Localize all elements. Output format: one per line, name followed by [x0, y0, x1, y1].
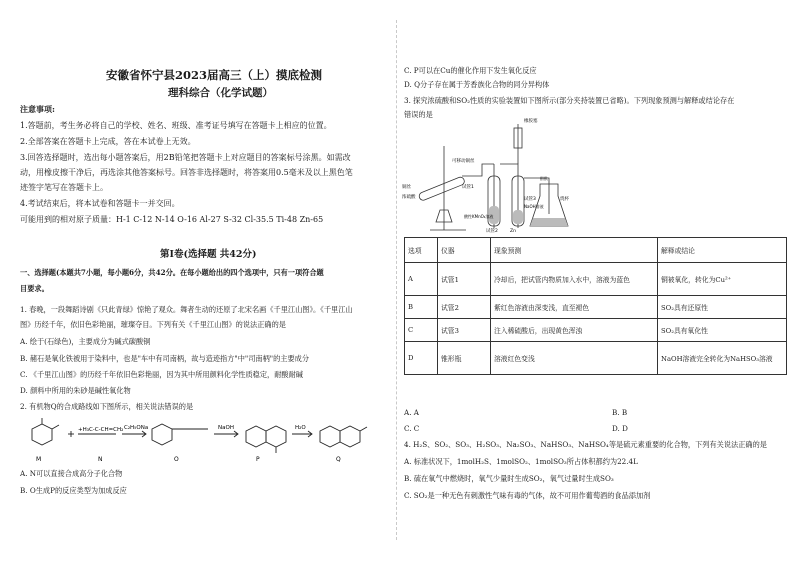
- reagent-naoh: NaOH: [218, 425, 234, 431]
- th-phenomenon: 现象预测: [491, 238, 658, 263]
- q1-stem: 图》历经千年，依旧色彩艳丽，璀璨夺目。下列有关《千里江山图》的说法正确的是: [20, 320, 286, 329]
- table-row: [405, 319, 787, 342]
- svg-text:浓硫酸: 浓硫酸: [402, 195, 416, 200]
- th-option: 选项: [405, 238, 438, 263]
- part1-heading: 第Ⅰ卷(选择题 共42分): [160, 249, 257, 260]
- apparatus-diagram: [400, 118, 580, 234]
- note-line: 3.回答选择题时，选出每小题答案后，用2B铅笔把答题卡上对应题目的答案标号涂黑。如需改: [20, 153, 351, 162]
- cell: 铜被氧化，转化为Cu²⁺: [658, 263, 787, 296]
- cell: 试管1: [438, 263, 491, 296]
- cell: 溶液红色变浅: [491, 342, 658, 375]
- th-instrument: 仪器: [438, 238, 491, 263]
- q4-option-b: B. 硫在氧气中燃烧时，氧气少量时生成SO₂，氧气过量时生成SO₃: [404, 474, 614, 483]
- svg-text:酸性KMnO₄溶液: 酸性KMnO₄溶液: [464, 214, 494, 219]
- cell: B: [405, 296, 438, 319]
- page-title: 安徽省怀宁县2023届高三（上）摸底检测: [106, 68, 323, 82]
- note-line: 2.全部答案在答题卡上完成，答在本试卷上无效。: [20, 137, 196, 146]
- atomic-mass-line: 可能用到的相对原子质量：H-1 C-12 N-14 O-16 Al-27 S-32 Cl-35.5 Ti-48 Zn-65: [20, 215, 324, 224]
- notes-heading: 注意事项:: [20, 104, 55, 114]
- answer-a: A. A: [404, 408, 419, 417]
- note-line: 1.答题前，考生务必将自己的学校、姓名、班级、准考证号填写在答题卡上相应的位置。: [20, 121, 332, 130]
- answer-b: B. B: [612, 408, 628, 417]
- table-row: [405, 342, 787, 375]
- cell: SO₂具有氧化性: [658, 319, 787, 342]
- cell: 试管3: [438, 319, 491, 342]
- svg-text:橡胶塞: 橡胶塞: [524, 119, 538, 124]
- svg-text:试管3: 试管3: [524, 197, 536, 202]
- cell: D: [405, 342, 438, 375]
- cell: NaOH溶液完全转化为NaHSO₃溶液: [658, 342, 787, 375]
- svg-text:酚酞: 酚酞: [540, 176, 548, 181]
- reagent-c2h5ona: C₂H₅ONa: [124, 425, 149, 431]
- label-p: P: [256, 456, 260, 463]
- th-conclusion: 解释或结论: [658, 238, 787, 263]
- label-m: M: [36, 456, 42, 463]
- svg-text:试管2: 试管2: [486, 229, 498, 234]
- svg-text:+H₃C-C-CH=CH₂: +H₃C-C-CH=CH₂: [78, 427, 124, 433]
- q1-option-a: A. 绘于(石绿色)，主要成分为碱式碳酸铜: [20, 337, 151, 346]
- svg-text:试管1: 试管1: [462, 185, 474, 190]
- q1-option-d: D. 颜料中所用的朱砂是碱性氧化物: [20, 386, 131, 395]
- svg-text:烧杯: 烧杯: [560, 197, 569, 202]
- cell: C: [405, 319, 438, 342]
- ring-m: [32, 424, 52, 445]
- page-subtitle: 理科综合（化学试题）: [168, 87, 273, 99]
- cell: 注入稀硫酸后，出现黄色浑浊: [491, 319, 658, 342]
- q3-stem: 3. 探究浓硫酸和SO₂性质的实验装置如下图所示(部分夹持装置已省略)。下列现象预测与解释或结论存在: [404, 96, 735, 105]
- cell: 冷却后，把试管内物质加入水中，溶液为蓝色: [491, 263, 658, 296]
- note-line: 动，用橡皮擦干净后，再选涂其他答案标号。回答非选择题时，将答案用0.5毫米及以上黑色笔: [20, 168, 353, 177]
- q2-option-c: C. P可以在Cu的催化作用下发生氧化反应: [404, 66, 537, 75]
- label-n: N: [98, 456, 103, 463]
- answer-c: C. C: [404, 424, 420, 433]
- section1-line: 一、选择题(本题共7小题，每小题6分，共42分。在每小题给出的四个选项中，只有一项符合题: [20, 268, 324, 277]
- q2-option-d: D. Q分子存在属于芳香族化合物的同分异构体: [404, 80, 550, 89]
- q1-option-c: C. 《千里江山图》的历经千年依旧色彩艳丽，因为其中所用颜料化学性质稳定，耐酸耐碱: [20, 370, 303, 379]
- test-tube-1: [418, 176, 466, 201]
- svg-text:铜丝: 铜丝: [402, 185, 411, 190]
- table-row: [405, 263, 787, 296]
- experiment-table: [404, 237, 787, 375]
- svg-text:可移动铜丝: 可移动铜丝: [452, 159, 475, 164]
- q3-stem: 错误的是: [404, 110, 433, 119]
- table-row: [405, 296, 787, 319]
- note-line: 4.考试结束后，将本试卷和答题卡一并交回。: [20, 199, 180, 208]
- synthesis-route-diagram: [18, 415, 393, 463]
- answer-d: D. D: [612, 424, 628, 433]
- q2-option-b: B. O生成P的反应类型为加成反应: [20, 486, 127, 495]
- q4-stem: 4. H₂S、SO₂、SO₃、H₂SO₃、Na₂SO₃、NaHSO₃、NaHSO₄等是硫元素重要的化合物，下列有关说法正确的是: [404, 440, 767, 449]
- note-line: 迹签字笔写在答题卡上。: [20, 183, 108, 192]
- label-o: O: [174, 456, 179, 463]
- q2-option-a: A. N可以直接合成高分子化合物: [20, 469, 123, 478]
- label-q: Q: [336, 456, 341, 463]
- q2-stem: 2. 有机物Q的合成路线如下图所示，相关说法错误的是: [20, 402, 194, 411]
- cell: A: [405, 263, 438, 296]
- svg-text:Zn: Zn: [510, 229, 516, 234]
- cell: 锥形瓶: [438, 342, 491, 375]
- q1-option-b: B. 赭石是氧化铁被用于染料中，也是"车中有司南柄，故与造迹指方"中"司南柄"的主要成分: [20, 354, 310, 363]
- q1-stem: 1. 春晚，一段舞蹈诗剧《只此青绿》惊艳了观众。舞者生动的还原了北宋名画《千里江山图》。《千里江山: [20, 305, 353, 314]
- svg-text:NaOH溶液: NaOH溶液: [524, 204, 544, 209]
- section1-line: 目要求。: [20, 284, 49, 293]
- cell: 紫红色溶液由深变浅，直至褪色: [491, 296, 658, 319]
- q4-option-c: C. SO₂是一种无色有刺激性气味有毒的气体，故不可用作葡萄酒的食品添加剂: [404, 491, 651, 500]
- reagent-h2o: H₂O: [295, 425, 306, 431]
- q4-option-a: A. 标准状况下，1molH₂S、1molSO₂、1molSO₃所占体积都约为22.4L: [404, 457, 638, 466]
- cell: SO₂具有还原性: [658, 296, 787, 319]
- cell: 试管2: [438, 296, 491, 319]
